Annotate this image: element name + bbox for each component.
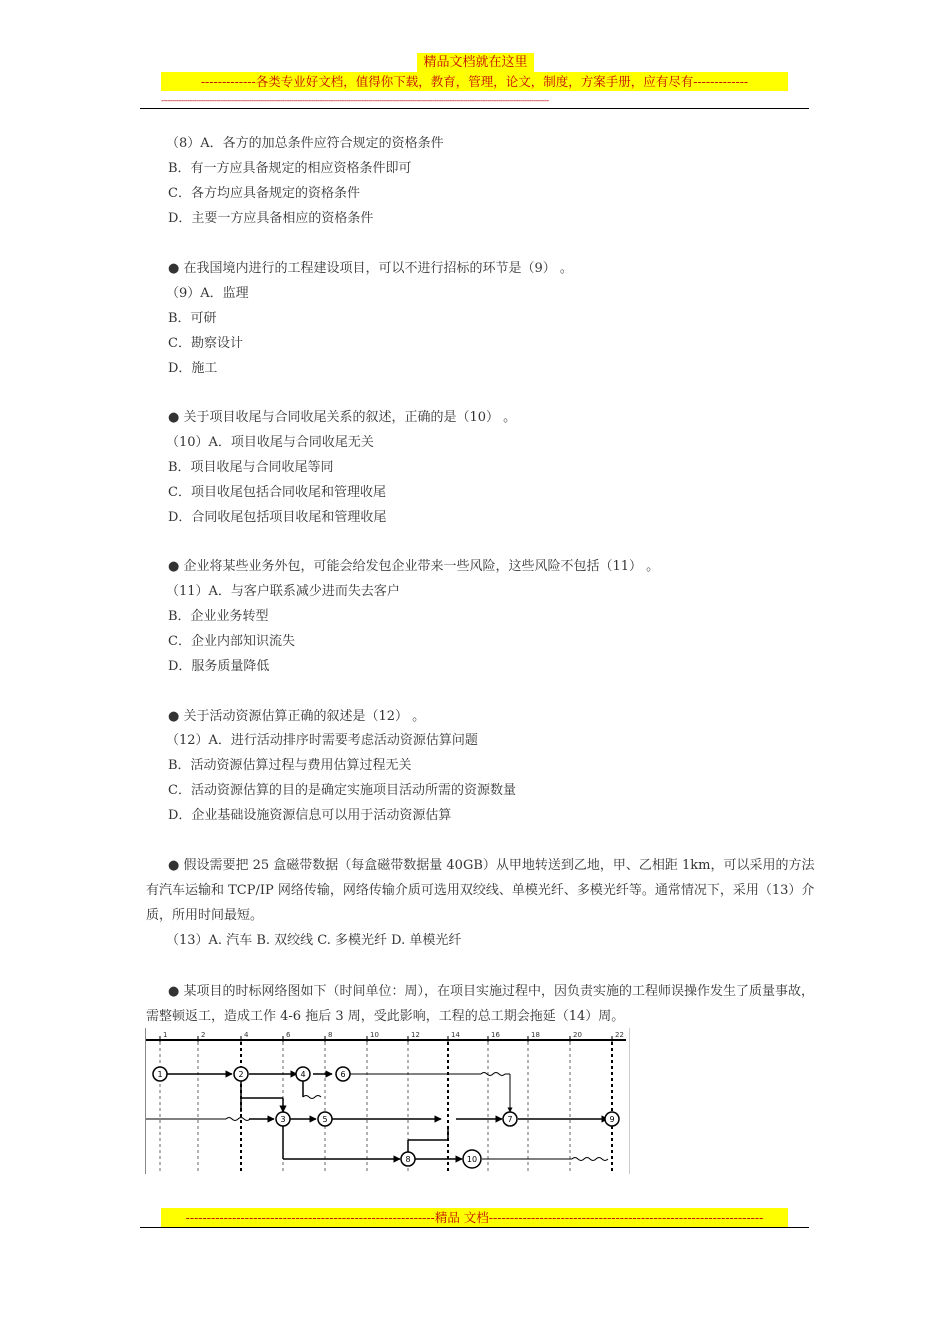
time-tick-label: 22 [615,1031,624,1039]
q10-option-d: D．合同收尾包括项目收尾和管理收尾 [168,510,387,525]
network-node-label: 5 [322,1115,328,1124]
q12-option-c: C．活动资源估算的目的是确定实施项目活动所需的资源数量 [168,783,516,798]
network-node-label: 2 [238,1070,244,1079]
time-tick-label: 4 [244,1031,249,1039]
header-title: 精品文档就在这里 [417,53,534,72]
q11-option-b: B．企业业务转型 [168,609,269,624]
q8-option-a: （8）A．各方的加总条件应符合规定的资格条件 [166,136,444,151]
q11-option-a: （11）A．与客户联系减少进而失去客户 [166,584,400,599]
network-node [463,1150,481,1168]
network-node [318,1112,332,1126]
network-node-label: 3 [280,1115,286,1124]
network-node [336,1067,350,1081]
q10-stem: ● 关于项目收尾与合同收尾关系的叙述，正确的是（10） 。 [168,410,517,425]
network-node [503,1112,517,1126]
time-tick-label: 14 [451,1031,460,1039]
network-node-label: 6 [340,1070,346,1079]
q8-option-c: C．各方均应具备规定的资格条件 [168,186,360,201]
network-node-label: 10 [466,1155,478,1164]
q10-option-a: （10）A．项目收尾与合同收尾无关 [166,435,374,450]
q9-option-c: C．勘察设计 [168,336,243,351]
header-banner: -------------各类专业好文档，值得你下载，教育，管理，论文，制度，方案手册，应有尽有------------- [161,72,788,91]
network-node [276,1112,290,1126]
q9-option-b: B．可研 [168,311,217,326]
network-diagram [145,1028,630,1174]
time-tick-label: 8 [328,1031,333,1039]
time-tick-label: 10 [370,1031,379,1039]
q9-option-a: （9）A．监理 [166,286,249,301]
header-dashes: -------------------------------------------------------------------------------------------------------------------------------------------------------------------------------- [161,96,549,105]
network-diagram-svg [146,1028,629,1174]
time-tick-label: 12 [411,1031,420,1039]
q12-option-d: D．企业基础设施资源信息可以用于活动资源估算 [168,808,452,823]
q12-option-a: （12）A．进行活动排序时需要考虑活动资源估算问题 [166,733,478,748]
time-tick-label: 6 [286,1031,291,1039]
network-node-label: 4 [300,1070,306,1079]
network-node-label: 1 [157,1070,163,1079]
footer-banner: -----------------------------------------------------------精品 文档----------------------------------------------------------------- [161,1208,788,1227]
q14-stem: ● 某项目的时标网络图如下（时间单位：周），在项目实施过程中，因负责实施的工程师误操作发生了质量事故，需整顿返工，造成工作 4-6 拖后 3 周，受此影响，工程的总工期会拖延（14）周。 [146,984,814,1024]
network-node-label: 8 [405,1155,411,1164]
q11-option-d: D．服务质量降低 [168,659,270,674]
q12-stem: ● 关于活动资源估算正确的叙述是（12） 。 [168,709,426,724]
q10-option-b: B．项目收尾与合同收尾等同 [168,460,334,475]
q11-option-c: C．企业内部知识流失 [168,634,295,649]
header-rule [140,108,809,109]
q8-option-b: B．有一方应具备规定的相应资格条件即可 [168,161,412,176]
q13-stem: ● 假设需要把 25 盒磁带数据（每盒磁带数据量 40GB）从甲地转送到乙地，甲、乙相距 1km，可以采用的方法有汽车运输和 TCP/IP 网络传输，网络传输介质可选用双绞线、单模光纤、多模光纤等。通常情况下，采用（13）介质，所用时间最短。 [146,858,815,923]
footer-rule [140,1227,809,1228]
q10-option-c: C．项目收尾包括合同收尾和管理收尾 [168,485,386,500]
q9-option-d: D．施工 [168,361,218,376]
time-tick-label: 2 [201,1031,206,1039]
network-node [605,1112,619,1126]
q13-options: （13）A. 汽车 B. 双绞线 C. 多模光纤 D. 单模光纤 [166,933,462,948]
time-tick-label: 16 [491,1031,500,1039]
time-tick-label: 1 [163,1031,168,1039]
q11-stem: ● 企业将某些业务外包，可能会给发包企业带来一些风险，这些风险不包括（11） 。 [168,559,660,574]
network-node-label: 7 [507,1115,513,1124]
time-tick-label: 18 [531,1031,540,1039]
network-node [296,1067,310,1081]
q12-option-b: B．活动资源估算过程与费用估算过程无关 [168,758,412,773]
network-node-label: 9 [609,1115,615,1124]
time-tick-label: 20 [573,1031,582,1039]
q8-option-d: D．主要一方应具备相应的资格条件 [168,211,374,226]
network-node [234,1067,248,1081]
q9-stem: ● 在我国境内进行的工程建设项目，可以不进行招标的环节是（9） 。 [168,261,573,276]
network-node [153,1067,167,1081]
network-node [401,1152,415,1166]
